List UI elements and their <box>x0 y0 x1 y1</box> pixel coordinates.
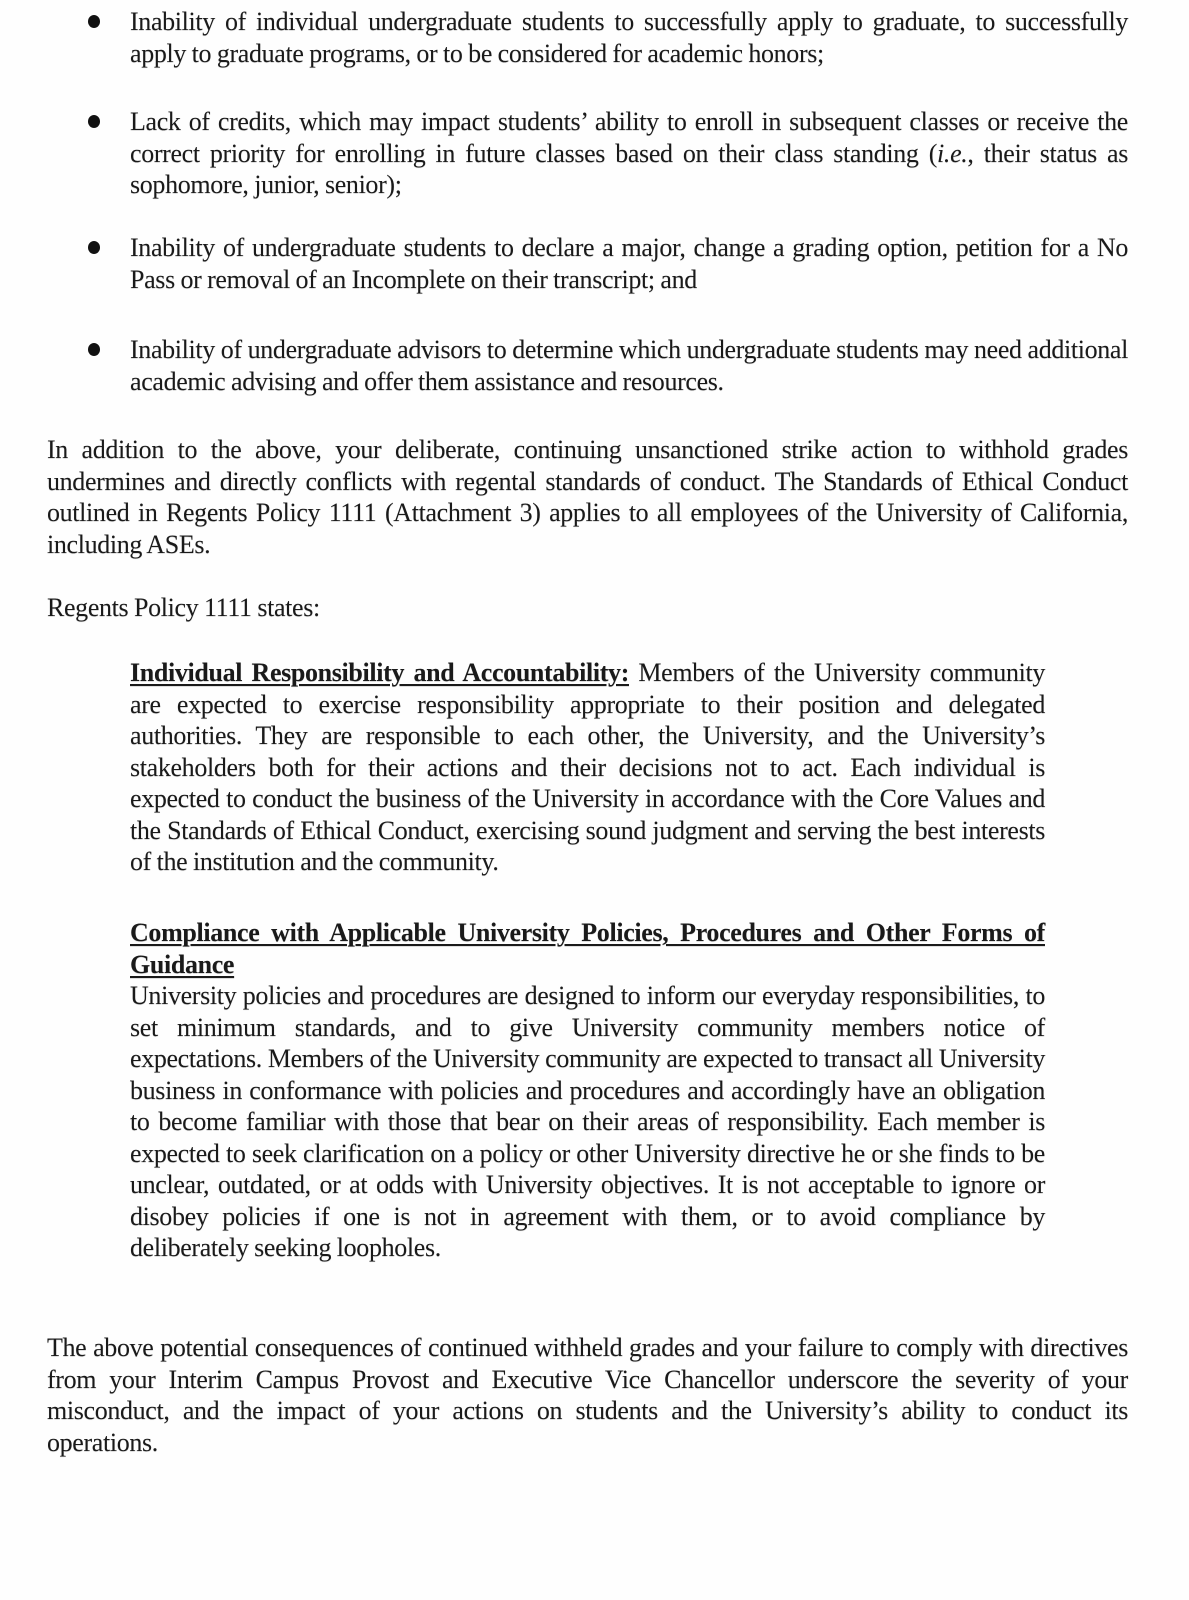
bullet-text-end: , their status as sophomore, junior, senior); <box>130 138 1129 199</box>
bullet-icon <box>88 15 100 28</box>
paragraph-standards-of-conduct: In addition to the above, your deliberate, continuing unsanctioned strike action to withhold grades undermines and directly conflicts with regental standards of conduct. The Standards of Ethical Conduct outlined in Regents Policy 1111 (Attachment 3) applies to all employees of the University of California, including ASEs. <box>47 435 1128 559</box>
bullet-icon <box>88 241 100 254</box>
bullet-item-graduation <box>130 6 1128 69</box>
paragraph-regents-policy-intro: Regents Policy 1111 states: <box>47 593 320 622</box>
bullet-text: Inability of undergraduate students to declare a major, change a grading option, petition for a No Pass or removal of an Incomplete on their transcript; and <box>130 233 1128 294</box>
quote-body: Members of the University community are expected to exercise responsibility appropriate to their position and delegated authorities. They are responsible to each other, the University, and the University’s stakeholders both for their actions and their decisions not to act. Each individual is expected to conduct the business of the University in accordance with the Core Values and the Standards of Ethical Conduct, exercising sound judgment and serving the best interests of the institution and the community. <box>130 658 1045 876</box>
paragraph-consequences: The above potential consequences of continued withheld grades and your failure to comply with directives from your Interim Campus Provost and Executive Vice Chancellor underscore the severity of your misconduct, and the impact of your actions on students and the University’s ability to conduct its operations. <box>47 1333 1128 1457</box>
bullet-text-italic: i.e. <box>937 138 968 168</box>
quote-heading: Individual Responsibility and Accountability: <box>130 658 629 687</box>
quote-heading: Compliance with Applicable University Policies, Procedures and Other Forms of Guidance <box>130 918 1045 979</box>
bullet-text: Lack of credits, which may impact students’ ability to enroll in subsequent classes or receive the correct priority for enrolling in future classes based on their class standing ( <box>130 107 1128 168</box>
quote-compliance <box>130 917 1045 1264</box>
quote-individual-responsibility <box>130 657 1045 878</box>
bullet-icon <box>88 343 100 356</box>
bullet-icon <box>88 115 100 128</box>
bullet-text: Inability of undergraduate advisors to determine which undergraduate students may need additional academic advising and offer them assistance and resources. <box>130 335 1128 396</box>
quote-body: University policies and procedures are designed to inform our everyday responsibilities, to set minimum standards, and to give University community members notice of expectations. Members of the University community are expected to transact all University business in conformance with policies and procedures and accordingly have an obligation to become familiar with those that bear on their areas of responsibility. Each member is expected to seek clarification on a policy or other University directive he or she finds to be unclear, outdated, or at odds with University objectives. It is not acceptable to ignore or disobey policies if one is not in agreement with them, or to avoid compliance by deliberately seeking loopholes. <box>130 981 1045 1262</box>
bullet-item-advisors <box>130 334 1128 397</box>
bullet-item-credits <box>130 106 1128 201</box>
bullet-item-declare-major <box>130 232 1128 295</box>
bullet-text: Inability of individual undergraduate students to successfully apply to graduate, to successfully apply to graduate programs, or to be considered for academic honors; <box>130 7 1128 68</box>
